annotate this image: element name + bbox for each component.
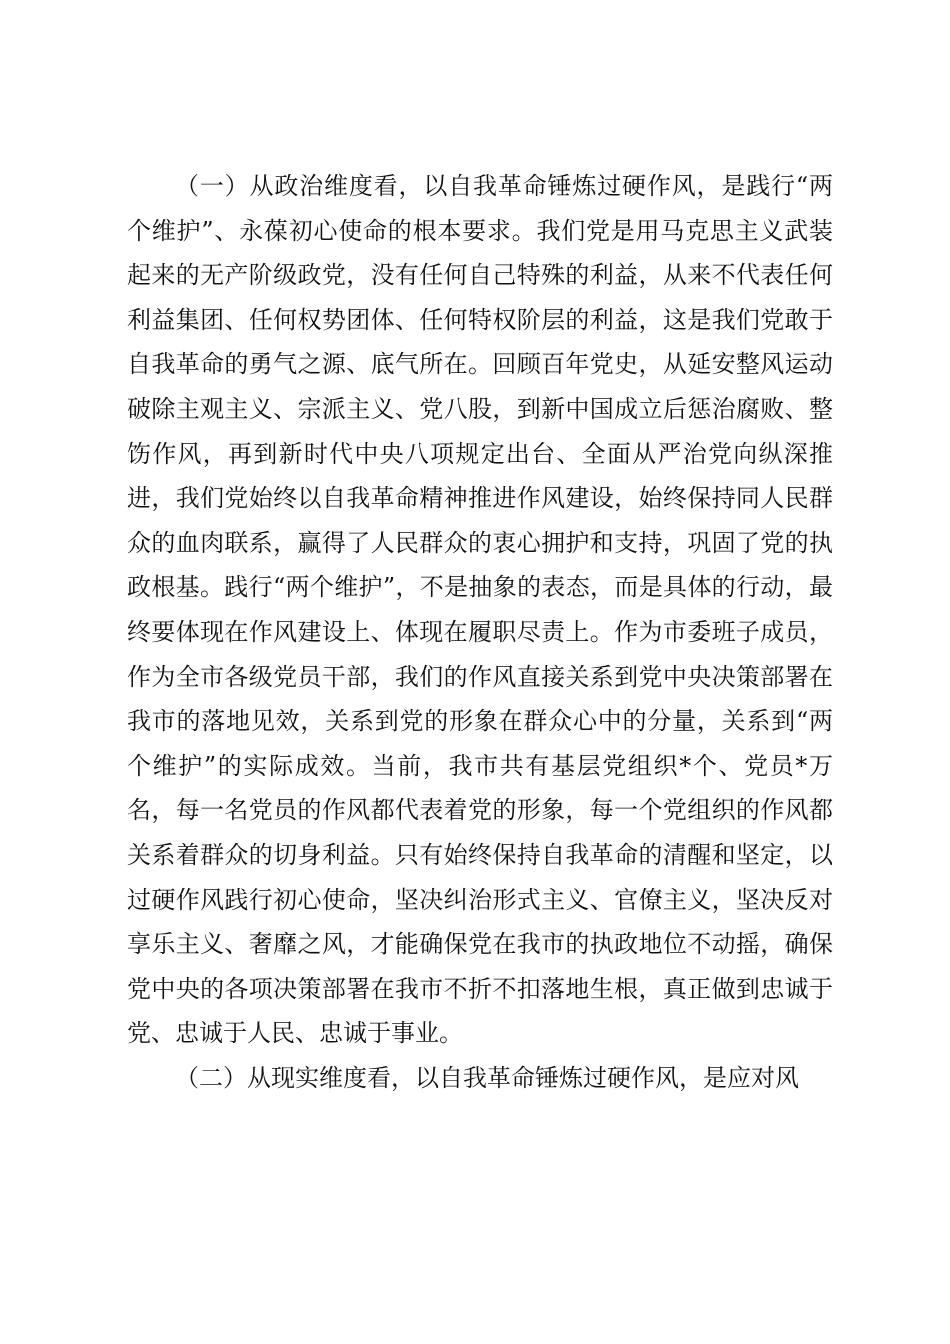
document-body [127,164,833,1100]
paragraph-1: （一）从政治维度看，以自我革命锤炼过硬作风，是践行“两个维护”、永葆初心使命的根本要求。我们党是用马克思主义武装起来的无产阶级政党，没有任何自己特殊的利益，从来不代表任何利益集团、任何权势团体、任何特权阶层的利益，这是我们党敢于自我革命的勇气之源、底气所在。回顾百年党史，从延安整风运动破除主观主义、宗派主义、党八股，到新中国成立后惩治腐败、整饬作风，再到新时代中央八项规定出台、全面从严治党向纵深推进，我们党始终以自我革命精神推进作风建设，始终保持同人民群众的血肉联系，赢得了人民群众的衷心拥护和支持，巩固了党的执政根基。践行“两个维护”，不是抽象的表态，而是具体的行动，最终要体现在作风建设上、体现在履职尽责上。作为市委班子成员，作为全市各级党员干部，我们的作风直接关系到党中央决策部署在我市的落地见效，关系到党的形象在群众心中的分量，关系到“两个维护”的实际成效。当前，我市共有基层党组织*个、党员*万名，每一名党员的作风都代表着党的形象，每一个党组织的作风都关系着群众的切身利益。只有始终保持自我革命的清醒和坚定，以过硬作风践行初心使命，坚决纠治形式主义、官僚主义，坚决反对享乐主义、奢靡之风，才能确保党在我市的执政地位不动摇，确保党中央的各项决策部署在我市不折不扣落地生根，真正做到忠诚于党、忠诚于人民、忠诚于事业。 [127,172,833,1048]
paragraph-2: （二）从现实维度看，以自我革命锤炼过硬作风，是应对风 [175,1063,799,1092]
